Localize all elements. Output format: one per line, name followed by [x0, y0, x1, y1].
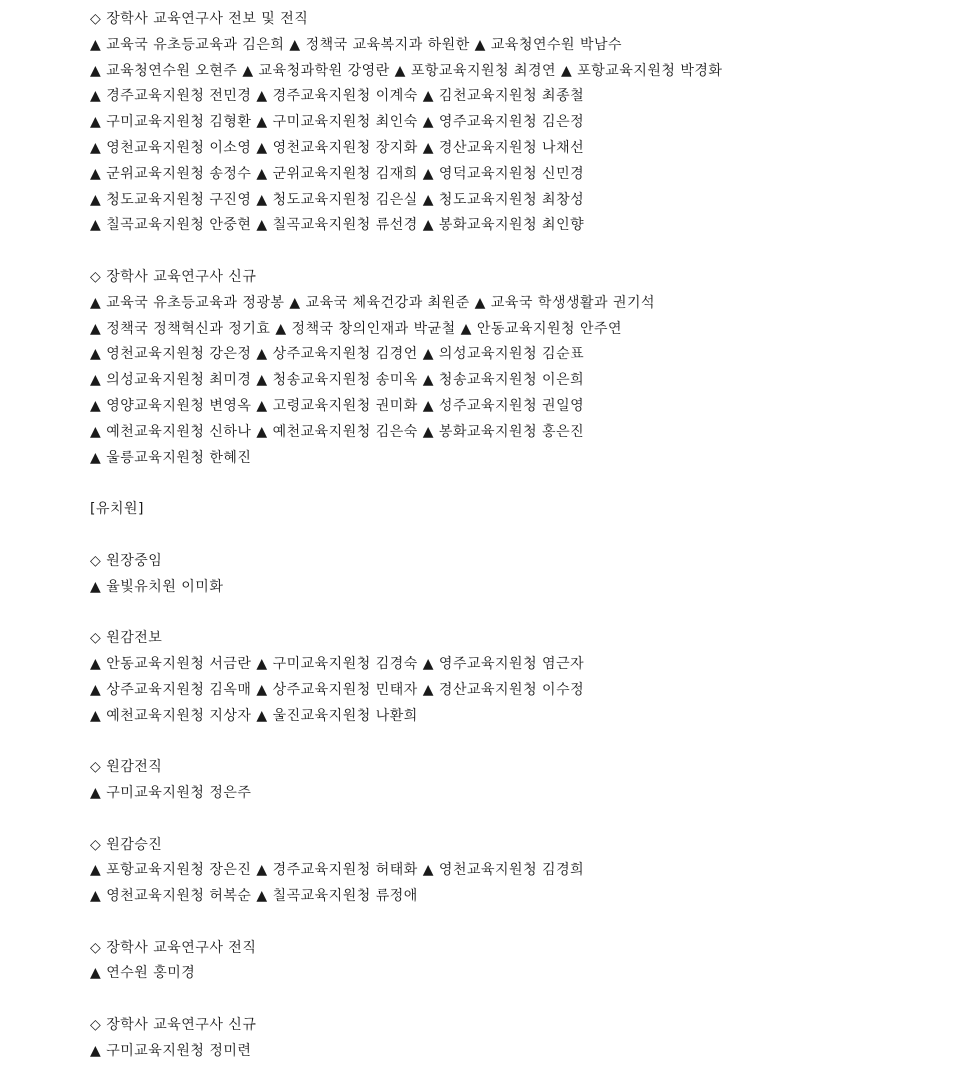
blank-line [90, 807, 950, 833]
entry-line: ▲ 칠곡교육지원청 안중현 ▲ 칠곡교육지원청 류선경 ▲ 봉화교육지원청 최인향 [90, 217, 585, 234]
personnel-announcement-document [90, 7, 950, 1065]
entry-line: ▲ 율빛유치원 이미화 [90, 578, 224, 595]
entry-line: ▲ 교육국 유초등교육과 정광봉 ▲ 교육국 체육건강과 최원준 ▲ 교육국 학생생활과 권기석 [90, 294, 656, 311]
blank-line [90, 987, 950, 1013]
entry-line: ▲ 영천교육지원청 이소영 ▲ 영천교육지원청 장지화 ▲ 경산교육지원청 나채선 [90, 139, 585, 156]
entry-line: ▲ 의성교육지원청 최미경 ▲ 청송교육지원청 송미옥 ▲ 청송교육지원청 이은희 [90, 372, 585, 389]
entry-line: ▲ 군위교육지원청 송정수 ▲ 군위교육지원청 김재희 ▲ 영덕교육지원청 신민경 [90, 165, 585, 182]
entry-line: ▲ 영양교육지원청 변영옥 ▲ 고령교육지원청 권미화 ▲ 성주교육지원청 권일영 [90, 397, 585, 414]
entry-line: ▲ 구미교육지원청 정미련 [90, 1042, 252, 1059]
entry-line: ▲ 영천교육지원청 허복순 ▲ 칠곡교육지원청 류정애 [90, 888, 418, 905]
section-heading: ◇ 원장중임 [90, 552, 163, 569]
blank-line [90, 910, 950, 936]
entry-line: ▲ 예천교육지원청 신하나 ▲ 예천교육지원청 김은숙 ▲ 봉화교육지원청 홍은진 [90, 423, 585, 440]
section-heading: ◇ 원감전보 [90, 630, 163, 647]
section-heading: ◇ 원감전직 [90, 759, 163, 776]
entry-line: ▲ 교육국 유초등교육과 김은희 ▲ 정책국 교육복지과 하원한 ▲ 교육청연수원 박남수 [90, 36, 623, 53]
entry-line: ▲ 안동교육지원청 서금란 ▲ 구미교육지원청 김경숙 ▲ 영주교육지원청 염근자 [90, 655, 585, 672]
section-heading: ◇ 장학사 교육연구사 전직 [90, 939, 257, 956]
blank-line [90, 600, 950, 626]
entry-line: ▲ 연수원 홍미경 [90, 965, 196, 982]
entry-line: ▲ 영천교육지원청 강은정 ▲ 상주교육지원청 김경언 ▲ 의성교육지원청 김순표 [90, 346, 585, 363]
entry-line: ▲ 구미교육지원청 정은주 [90, 784, 252, 801]
entry-line: ▲ 구미교육지원청 김형환 ▲ 구미교육지원청 최인숙 ▲ 영주교육지원청 김은정 [90, 114, 585, 131]
section-heading: ◇ 장학사 교육연구사 신규 [90, 1017, 257, 1034]
entry-line: ▲ 교육청연수원 오현주 ▲ 교육청과학원 강영란 ▲ 포항교육지원청 최경연 ▲ 포항교육지원청 박경화 [90, 62, 723, 79]
category-heading: [유치원] [90, 501, 144, 518]
entry-line: ▲ 청도교육지원청 구진영 ▲ 청도교육지원청 김은실 ▲ 청도교육지원청 최창성 [90, 191, 585, 208]
entry-line: ▲ 울릉교육지원청 한혜진 [90, 449, 252, 466]
entry-line: ▲ 정책국 정책혁신과 정기효 ▲ 정책국 창의인재과 박균철 ▲ 안동교육지원청 안주연 [90, 320, 623, 337]
entry-line: ▲ 포항교육지원청 장은진 ▲ 경주교육지원청 허태화 ▲ 영천교육지원청 김경희 [90, 862, 585, 879]
entry-line: ▲ 예천교육지원청 지상자 ▲ 울진교육지원청 나환희 [90, 707, 418, 724]
blank-line [90, 239, 950, 265]
entry-line: ▲ 경주교육지원청 전민경 ▲ 경주교육지원청 이계숙 ▲ 김천교육지원청 최종철 [90, 88, 585, 105]
blank-line [90, 523, 950, 549]
blank-line [90, 729, 950, 755]
blank-line [90, 471, 950, 497]
section-heading: ◇ 원감승진 [90, 836, 163, 853]
section-heading: ◇ 장학사 교육연구사 신규 [90, 268, 257, 285]
section-heading: ◇ 장학사 교육연구사 전보 및 전직 [90, 11, 309, 27]
entry-line: ▲ 상주교육지원청 김옥매 ▲ 상주교육지원청 민태자 ▲ 경산교육지원청 이수정 [90, 681, 585, 698]
